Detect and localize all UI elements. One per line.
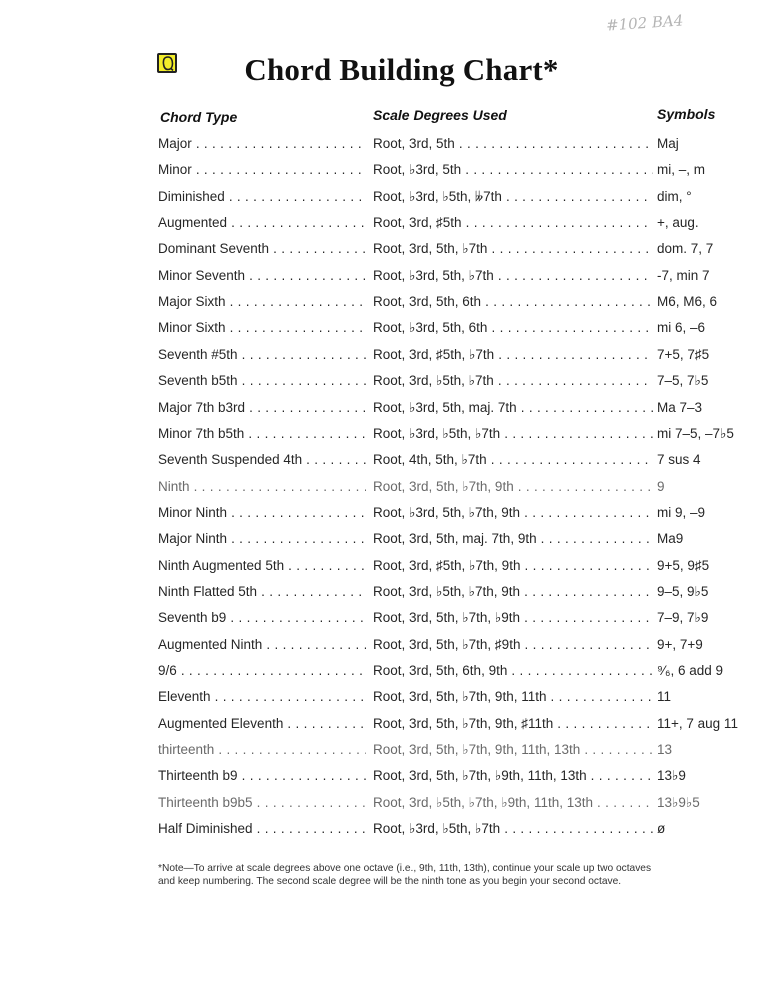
scale-degrees-cell: Root, 3rd, 5th, ♭7th, 9th, 11th . . .	[373, 687, 653, 707]
table-row	[0, 398, 768, 420]
scale-degrees-cell: Root, 3rd, 5th, 6th, 9th . . .	[373, 661, 653, 681]
handwritten-annotation: #102 BA4	[605, 11, 684, 35]
symbols-cell: 7 sus 4	[657, 452, 701, 468]
symbols-cell: 7–5, 7♭5	[657, 373, 709, 389]
table-row	[0, 819, 768, 841]
chord-type-cell: Ninth Augmented 5th . . .	[158, 556, 366, 576]
table-row	[0, 687, 768, 709]
symbols-cell: 13	[657, 742, 673, 758]
chord-type-cell: Seventh #5th . . .	[158, 345, 366, 365]
table-row	[0, 529, 768, 551]
footnote-line-2: and keep numbering. The second scale degree will be the ninth tone as you begin your second octave.	[158, 876, 622, 887]
chord-type-cell: Minor 7th b5th . . .	[158, 424, 366, 444]
chord-type-cell: Augmented Eleventh . . .	[158, 714, 366, 734]
table-row	[0, 318, 768, 340]
page-title: Chord Building Chart*	[244, 52, 559, 87]
scale-degrees-cell: Root, 3rd, 5th, ♭7th, ♭9th, 11th, 13th . . .	[373, 766, 653, 786]
table-row	[0, 345, 768, 367]
scale-degrees-cell: Root, 3rd, ♯5th, ♭7th . . .	[373, 345, 653, 365]
scale-degrees-cell: Root, 3rd, 5th, ♭7th . . .	[373, 239, 653, 259]
symbols-cell: 11	[657, 689, 672, 705]
footnote-line-1: *Note—To arrive at scale degrees above one octave (i.e., 9th, 11th, 13th), continue your scale up two octaves	[158, 863, 652, 874]
symbols-cell: mi, –, m	[657, 162, 706, 178]
scale-degrees-cell: Root, 3rd, 5th, ♭7th, ♯9th . . .	[373, 635, 653, 655]
chord-type-cell: Diminished . . .	[158, 187, 366, 207]
scale-degrees-cell: Root, 3rd, ♯5th . . .	[373, 213, 653, 233]
scale-degrees-cell: Root, ♭3rd, ♭5th, ♭7th . . .	[373, 424, 653, 444]
scale-degrees-cell: Root, ♭3rd, 5th, ♭7th . . .	[373, 266, 653, 286]
scale-degrees-cell: Root, 3rd, 5th, ♭7th, ♭9th . . .	[373, 608, 653, 628]
table-row	[0, 661, 768, 683]
chord-type-cell: Augmented Ninth . . .	[158, 635, 366, 655]
chord-type-cell: Seventh Suspended 4th . . .	[158, 450, 366, 470]
header-chord-type: Chord Type	[160, 109, 238, 125]
symbols-cell: 13♭9	[657, 768, 686, 784]
symbols-cell: Ma 7–3	[657, 399, 703, 415]
symbols-cell: dim, °	[657, 188, 692, 204]
scale-degrees-cell: Root, 3rd, ♭5th, ♭7th . . .	[373, 371, 653, 391]
chord-type-cell: Major Ninth . . .	[158, 529, 366, 549]
scale-degrees-cell: Root, ♭3rd, 5th . . .	[373, 160, 653, 180]
table-row	[0, 450, 768, 472]
chord-type-cell: Minor Sixth . . .	[158, 318, 366, 338]
symbols-cell: mi 7–5, –7♭5	[657, 425, 734, 441]
footnote	[158, 862, 758, 888]
scale-degrees-cell: Root, 3rd, ♭5th, ♭7th, ♭9th, 11th, 13th . . .	[373, 793, 653, 813]
symbols-cell: Maj	[657, 136, 679, 151]
scale-degrees-cell: Root, 3rd, 5th, ♭7th, 9th, 11th, 13th . . .	[373, 740, 653, 760]
symbols-cell: 13♭9♭5	[657, 794, 700, 810]
chord-type-cell: Augmented . . .	[158, 213, 366, 233]
table-row	[0, 477, 768, 499]
chord-type-cell: Minor Ninth . . .	[158, 503, 366, 523]
scale-degrees-cell: Root, ♭3rd, 5th, 6th . . .	[373, 318, 653, 338]
symbols-cell: 9+5, 9♯5	[657, 557, 710, 573]
scale-degrees-cell: Root, ♭3rd, 5th, maj. 7th . . .	[373, 398, 653, 418]
scale-degrees-cell: Root, ♭3rd, ♭5th, ♭7th . . .	[373, 819, 653, 839]
symbols-cell: 9	[657, 478, 665, 494]
table-row	[0, 160, 768, 182]
chord-type-cell: Major 7th b3rd . . .	[158, 398, 366, 418]
scale-degrees-cell: Root, 3rd, ♯5th, ♭7th, 9th . . .	[373, 556, 653, 576]
scale-degrees-cell: Root, 3rd, 5th, 6th . . .	[373, 292, 653, 312]
chord-type-cell: Major . . .	[158, 134, 366, 154]
symbols-cell: 9–5, 9♭5	[657, 583, 709, 599]
chord-type-cell: Ninth Flatted 5th . . .	[158, 582, 366, 602]
scale-degrees-cell: Root, 3rd, 5th . . .	[373, 134, 653, 154]
symbols-cell: mi 9, –9	[657, 504, 706, 520]
table-row	[0, 134, 768, 156]
table-row	[0, 187, 768, 209]
table-row	[0, 740, 768, 762]
table-row	[0, 371, 768, 393]
symbols-cell: +, aug.	[657, 215, 699, 231]
symbols-cell: ⁹⁄₆, 6 add 9	[657, 663, 724, 678]
chord-type-cell: Major Sixth . . .	[158, 292, 366, 312]
table-row	[0, 239, 768, 261]
symbols-cell: 11+, 7 aug 11	[657, 715, 738, 731]
chord-type-cell: Thirteenth b9b5 . . .	[158, 793, 366, 813]
chord-type-cell: Half Diminished . . .	[158, 819, 366, 839]
column-headers	[0, 105, 768, 127]
symbols-cell: M6, M6, 6	[657, 294, 718, 310]
chord-type-cell: Eleventh . . .	[158, 687, 366, 707]
table-row	[0, 793, 768, 815]
header-symbols: Symbols	[657, 106, 716, 122]
chord-type-cell: Minor Seventh . . .	[158, 266, 366, 286]
symbols-cell: -7, min 7	[657, 267, 710, 283]
scale-degrees-cell: Root, ♭3rd, ♭5th, 𝄫7th . . .	[373, 187, 653, 207]
chord-type-cell: thirteenth . . .	[158, 740, 366, 760]
symbols-cell: dom. 7, 7	[657, 241, 714, 257]
table-row	[0, 582, 768, 604]
table-row	[0, 266, 768, 288]
symbols-cell: 7–9, 7♭9	[657, 610, 709, 626]
symbols-cell: ø	[657, 821, 666, 837]
scale-degrees-cell: Root, 3rd, 5th, ♭7th, 9th . . .	[373, 477, 653, 497]
table-row	[0, 503, 768, 525]
chord-type-cell: Dominant Seventh . . .	[158, 239, 366, 259]
scale-degrees-cell: Root, 3rd, ♭5th, ♭7th, 9th . . .	[373, 582, 653, 602]
symbols-cell: 9+, 7+9	[657, 636, 703, 652]
scale-degrees-cell: Root, 3rd, 5th, ♭7th, 9th, ♯11th . . .	[373, 714, 653, 734]
chord-type-cell: 9/6 . . .	[158, 661, 366, 681]
scale-degrees-cell: Root, ♭3rd, 5th, ♭7th, 9th . . .	[373, 503, 653, 523]
table-row	[0, 556, 768, 578]
symbols-cell: Ma9	[657, 531, 684, 547]
scale-degrees-cell: Root, 4th, 5th, ♭7th . . .	[373, 450, 653, 470]
symbols-cell: mi 6, –6	[657, 320, 706, 336]
table-row	[0, 608, 768, 630]
chord-type-cell: Seventh b9 . . .	[158, 608, 366, 628]
table-row	[0, 213, 768, 235]
chord-type-cell: Thirteenth b9 . . .	[158, 766, 366, 786]
chord-type-cell: Ninth . . .	[158, 477, 366, 497]
table-row	[0, 635, 768, 657]
header-scale-degrees: Scale Degrees Used	[373, 107, 507, 123]
table-row	[0, 424, 768, 446]
scale-degrees-cell: Root, 3rd, 5th, maj. 7th, 9th . . .	[373, 529, 653, 549]
table-row	[0, 292, 768, 314]
symbols-cell: 7+5, 7♯5	[657, 346, 710, 362]
chord-type-cell: Seventh b5th . . .	[158, 371, 366, 391]
chord-type-cell: Minor . . .	[158, 160, 366, 180]
table-row	[0, 766, 768, 788]
table-row	[0, 714, 768, 736]
